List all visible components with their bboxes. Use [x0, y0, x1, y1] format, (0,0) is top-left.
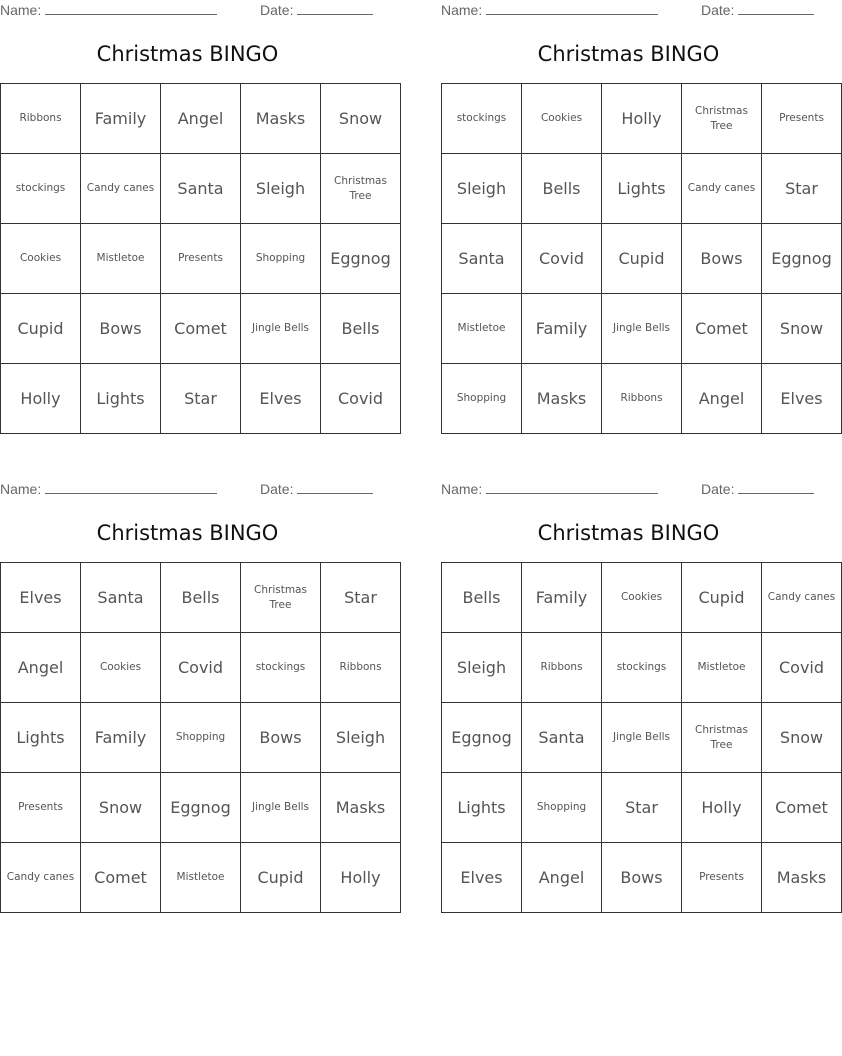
date-blank-line	[738, 2, 814, 15]
date-label: Date:	[701, 481, 735, 497]
bingo-row	[1, 154, 401, 224]
date-label: Date:	[260, 481, 294, 497]
bingo-cell: Family	[522, 563, 602, 633]
bingo-cell: Bows	[602, 843, 682, 913]
bingo-cell: Masks	[522, 364, 602, 434]
bingo-cell: Sleigh	[241, 154, 321, 224]
bingo-cell: Sleigh	[442, 154, 522, 224]
bingo-cell: Lights	[81, 364, 161, 434]
bingo-grid	[0, 562, 401, 913]
bingo-cell: Cookies	[602, 563, 682, 633]
bingo-card-3	[0, 479, 386, 912]
bingo-cell: Eggnog	[442, 703, 522, 773]
bingo-cell: Holly	[1, 364, 81, 434]
bingo-cell: Santa	[522, 703, 602, 773]
bingo-cell: stockings	[442, 84, 522, 154]
bingo-cell: Sleigh	[321, 703, 401, 773]
bingo-row	[1, 703, 401, 773]
bingo-cell: Star	[161, 364, 241, 434]
bingo-cell: Bows	[81, 294, 161, 364]
bingo-cell: Cookies	[81, 633, 161, 703]
bingo-cell: Candy canes	[682, 154, 762, 224]
bingo-cell: Eggnog	[161, 773, 241, 843]
bingo-cell: Christmas Tree	[682, 703, 762, 773]
bingo-cell: Holly	[321, 843, 401, 913]
date-field	[260, 481, 373, 497]
bingo-row	[1, 224, 401, 294]
bingo-cell: Comet	[81, 843, 161, 913]
bingo-cell: Ribbons	[321, 633, 401, 703]
name-field	[441, 2, 658, 18]
bingo-cell: Cupid	[241, 843, 321, 913]
bingo-row	[1, 84, 401, 154]
bingo-cell: Covid	[522, 224, 602, 294]
bingo-cell: Bells	[161, 563, 241, 633]
bingo-cell: Holly	[682, 773, 762, 843]
date-field	[701, 481, 814, 497]
bingo-cell: Elves	[241, 364, 321, 434]
bingo-cell: Holly	[602, 84, 682, 154]
bingo-cell: Angel	[682, 364, 762, 434]
bingo-cell: stockings	[602, 633, 682, 703]
date-blank-line	[297, 2, 373, 15]
date-blank-line	[738, 481, 814, 494]
bingo-cell: Angel	[161, 84, 241, 154]
bingo-row	[442, 154, 842, 224]
bingo-cell: Angel	[522, 843, 602, 913]
bingo-cell: Candy canes	[1, 843, 81, 913]
bingo-cell: Cupid	[682, 563, 762, 633]
bingo-cell: Santa	[81, 563, 161, 633]
bingo-row	[442, 633, 842, 703]
bingo-cell: Christmas Tree	[682, 84, 762, 154]
bingo-cell: Elves	[442, 843, 522, 913]
bingo-cell: Santa	[161, 154, 241, 224]
bingo-row	[1, 563, 401, 633]
bingo-cell: Comet	[762, 773, 842, 843]
bingo-cell: Angel	[1, 633, 81, 703]
bingo-cell: Shopping	[442, 364, 522, 434]
bingo-grid	[441, 83, 842, 434]
bingo-row	[442, 224, 842, 294]
bingo-cell: Presents	[161, 224, 241, 294]
bingo-row	[442, 364, 842, 434]
bingo-grid	[0, 83, 401, 434]
bingo-cell: Lights	[442, 773, 522, 843]
bingo-cell: Mistletoe	[161, 843, 241, 913]
bingo-cell: Elves	[1, 563, 81, 633]
bingo-cell: Bows	[241, 703, 321, 773]
bingo-cell: Masks	[321, 773, 401, 843]
bingo-cell: Jingle Bells	[602, 703, 682, 773]
date-field	[260, 2, 373, 18]
bingo-cell: Comet	[161, 294, 241, 364]
bingo-cell: Shopping	[161, 703, 241, 773]
bingo-card-2	[441, 0, 832, 433]
bingo-row	[442, 703, 842, 773]
bingo-cell: Family	[81, 84, 161, 154]
bingo-cell: Mistletoe	[682, 633, 762, 703]
bingo-cell: stockings	[241, 633, 321, 703]
name-blank-line	[45, 2, 217, 15]
name-blank-line	[486, 2, 658, 15]
bingo-cell: Star	[321, 563, 401, 633]
bingo-cell: Cookies	[1, 224, 81, 294]
name-blank-line	[45, 481, 217, 494]
bingo-row	[1, 364, 401, 434]
bingo-cell: Bells	[321, 294, 401, 364]
bingo-row	[442, 843, 842, 913]
bingo-row	[442, 294, 842, 364]
bingo-cell: Christmas Tree	[321, 154, 401, 224]
name-field	[0, 481, 217, 497]
bingo-row	[1, 773, 401, 843]
bingo-cell: Elves	[762, 364, 842, 434]
bingo-cell: Presents	[682, 843, 762, 913]
bingo-cell: Masks	[762, 843, 842, 913]
bingo-cell: Ribbons	[522, 633, 602, 703]
card-title: Christmas BINGO	[96, 521, 279, 545]
bingo-card-1	[0, 0, 391, 433]
bingo-cell: Eggnog	[762, 224, 842, 294]
card-title: Christmas BINGO	[537, 42, 720, 66]
bingo-cell: Eggnog	[321, 224, 401, 294]
name-blank-line	[486, 481, 658, 494]
name-field	[0, 2, 217, 18]
bingo-cell: Ribbons	[1, 84, 81, 154]
bingo-cell: Covid	[762, 633, 842, 703]
bingo-cell: Snow	[762, 703, 842, 773]
bingo-cell: Shopping	[241, 224, 321, 294]
bingo-cell: Candy canes	[81, 154, 161, 224]
date-blank-line	[297, 481, 373, 494]
card-title: Christmas BINGO	[537, 521, 720, 545]
name-field	[441, 481, 658, 497]
bingo-cell: Jingle Bells	[241, 294, 321, 364]
bingo-row	[1, 633, 401, 703]
bingo-cell: Jingle Bells	[602, 294, 682, 364]
bingo-cell: Cookies	[522, 84, 602, 154]
date-field	[701, 2, 814, 18]
date-label: Date:	[701, 2, 735, 18]
bingo-cell: Family	[522, 294, 602, 364]
bingo-cell: Sleigh	[442, 633, 522, 703]
bingo-cell: Star	[602, 773, 682, 843]
name-label: Name:	[441, 481, 483, 497]
bingo-cell: Snow	[81, 773, 161, 843]
bingo-cell: Comet	[682, 294, 762, 364]
bingo-cell: Snow	[762, 294, 842, 364]
bingo-cell: Mistletoe	[81, 224, 161, 294]
bingo-row	[1, 294, 401, 364]
bingo-cell: Bows	[682, 224, 762, 294]
bingo-cell: Jingle Bells	[241, 773, 321, 843]
bingo-cell: Covid	[161, 633, 241, 703]
bingo-cell: Masks	[241, 84, 321, 154]
bingo-cell: Mistletoe	[442, 294, 522, 364]
bingo-cell: Ribbons	[602, 364, 682, 434]
bingo-cell: Candy canes	[762, 563, 842, 633]
name-label: Name:	[441, 2, 483, 18]
bingo-cell: Christmas Tree	[241, 563, 321, 633]
bingo-row	[442, 84, 842, 154]
card-title: Christmas BINGO	[96, 42, 279, 66]
bingo-cell: Shopping	[522, 773, 602, 843]
bingo-cell: Family	[81, 703, 161, 773]
bingo-row	[442, 563, 842, 633]
bingo-cell: Presents	[762, 84, 842, 154]
name-label: Name:	[0, 2, 42, 18]
bingo-cell: Lights	[602, 154, 682, 224]
bingo-cell: Bells	[522, 154, 602, 224]
bingo-grid	[441, 562, 842, 913]
bingo-cell: Snow	[321, 84, 401, 154]
bingo-cell: Lights	[1, 703, 81, 773]
bingo-cell: Cupid	[1, 294, 81, 364]
bingo-cell: Cupid	[602, 224, 682, 294]
bingo-cell: Star	[762, 154, 842, 224]
bingo-cell: Presents	[1, 773, 81, 843]
date-label: Date:	[260, 2, 294, 18]
bingo-card-4	[441, 479, 836, 912]
bingo-cell: Santa	[442, 224, 522, 294]
bingo-cell: Bells	[442, 563, 522, 633]
bingo-cell: Covid	[321, 364, 401, 434]
bingo-row	[1, 843, 401, 913]
name-label: Name:	[0, 481, 42, 497]
bingo-cell: stockings	[1, 154, 81, 224]
bingo-row	[442, 773, 842, 843]
